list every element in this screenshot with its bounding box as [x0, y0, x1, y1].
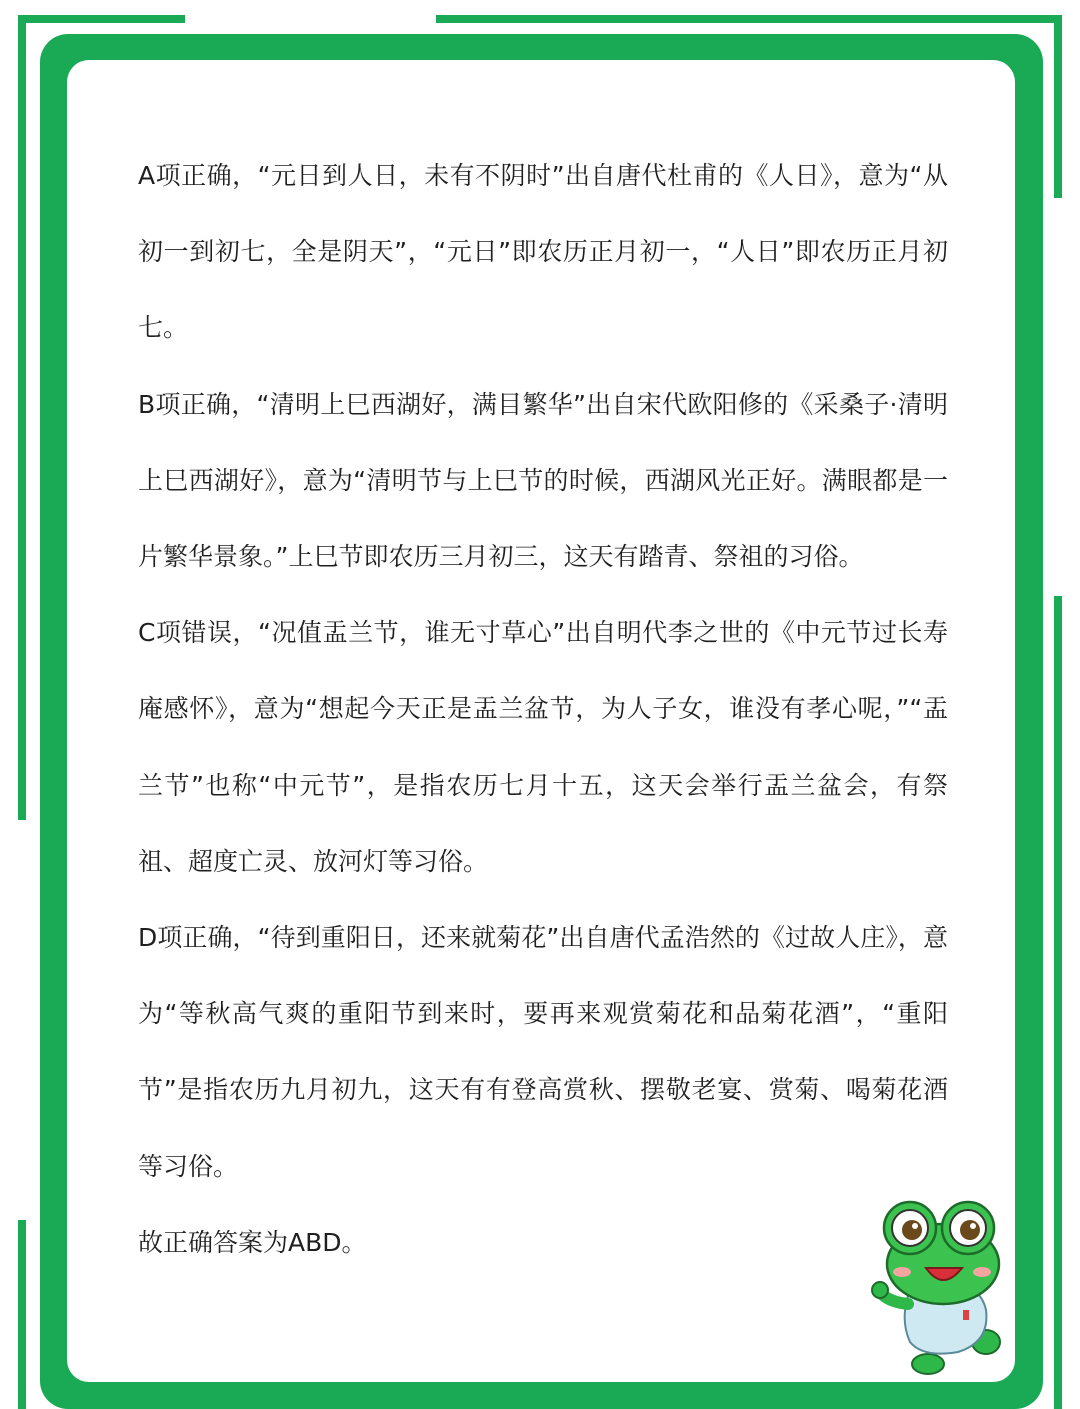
frame-left-lower-segment [18, 1220, 26, 1409]
frog-mascot-icon [868, 1192, 1018, 1378]
paragraph-option-c: C项错误，“况值盂兰节，谁无寸草心”出自明代李之世的《中元节过长寿庵感怀》，意为“想起今天正是盂兰盆节，为人子女，谁没有孝心呢，”“盂兰节”也称“中元节”，是指农历七月十五，这天会举行盂兰盆会，有祭祖、超度亡灵、放河灯等习俗。 [138, 618, 948, 876]
frame-top-right-segment [436, 15, 1056, 23]
frame-left-segment [18, 15, 26, 820]
frame-right-upper-segment [1054, 15, 1062, 198]
paragraph-option-b: B项正确，“清明上巳西湖好，满目繁华”出自宋代欧阳修的《采桑子·清明上巳西湖好》，意为“清明节与上巳节的时候，西湖风光正好。满眼都是一片繁华景象。”上巳节即农历三月初三，这天有踏青、祭祖的习俗。 [138, 389, 948, 572]
frame-top-left-segment [22, 15, 185, 23]
paragraph-option-a: A项正确，“元日到人日，未有不阴时”出自唐代杜甫的《人日》，意为“从初一到初七，全是阴天”，“元日”即农历正月初一，“人日”即农历正月初七。 [138, 161, 948, 343]
paragraph-option-d: D项正确，“待到重阳日，还来就菊花”出自唐代孟浩然的《过故人庄》，意为“等秋高气爽的重阳节到来时，要再来观赏菊花和品菊花酒”，“重阳节”是指农历九月初九，这天有有登高赏秋、摆敬老宴、赏菊、喝菊花酒等习俗。 [138, 923, 948, 1181]
frame-right-lower-segment [1054, 596, 1062, 1409]
paragraph-conclusion: 故正确答案为ABD。 [138, 1227, 367, 1257]
answer-explanation [138, 138, 948, 1281]
